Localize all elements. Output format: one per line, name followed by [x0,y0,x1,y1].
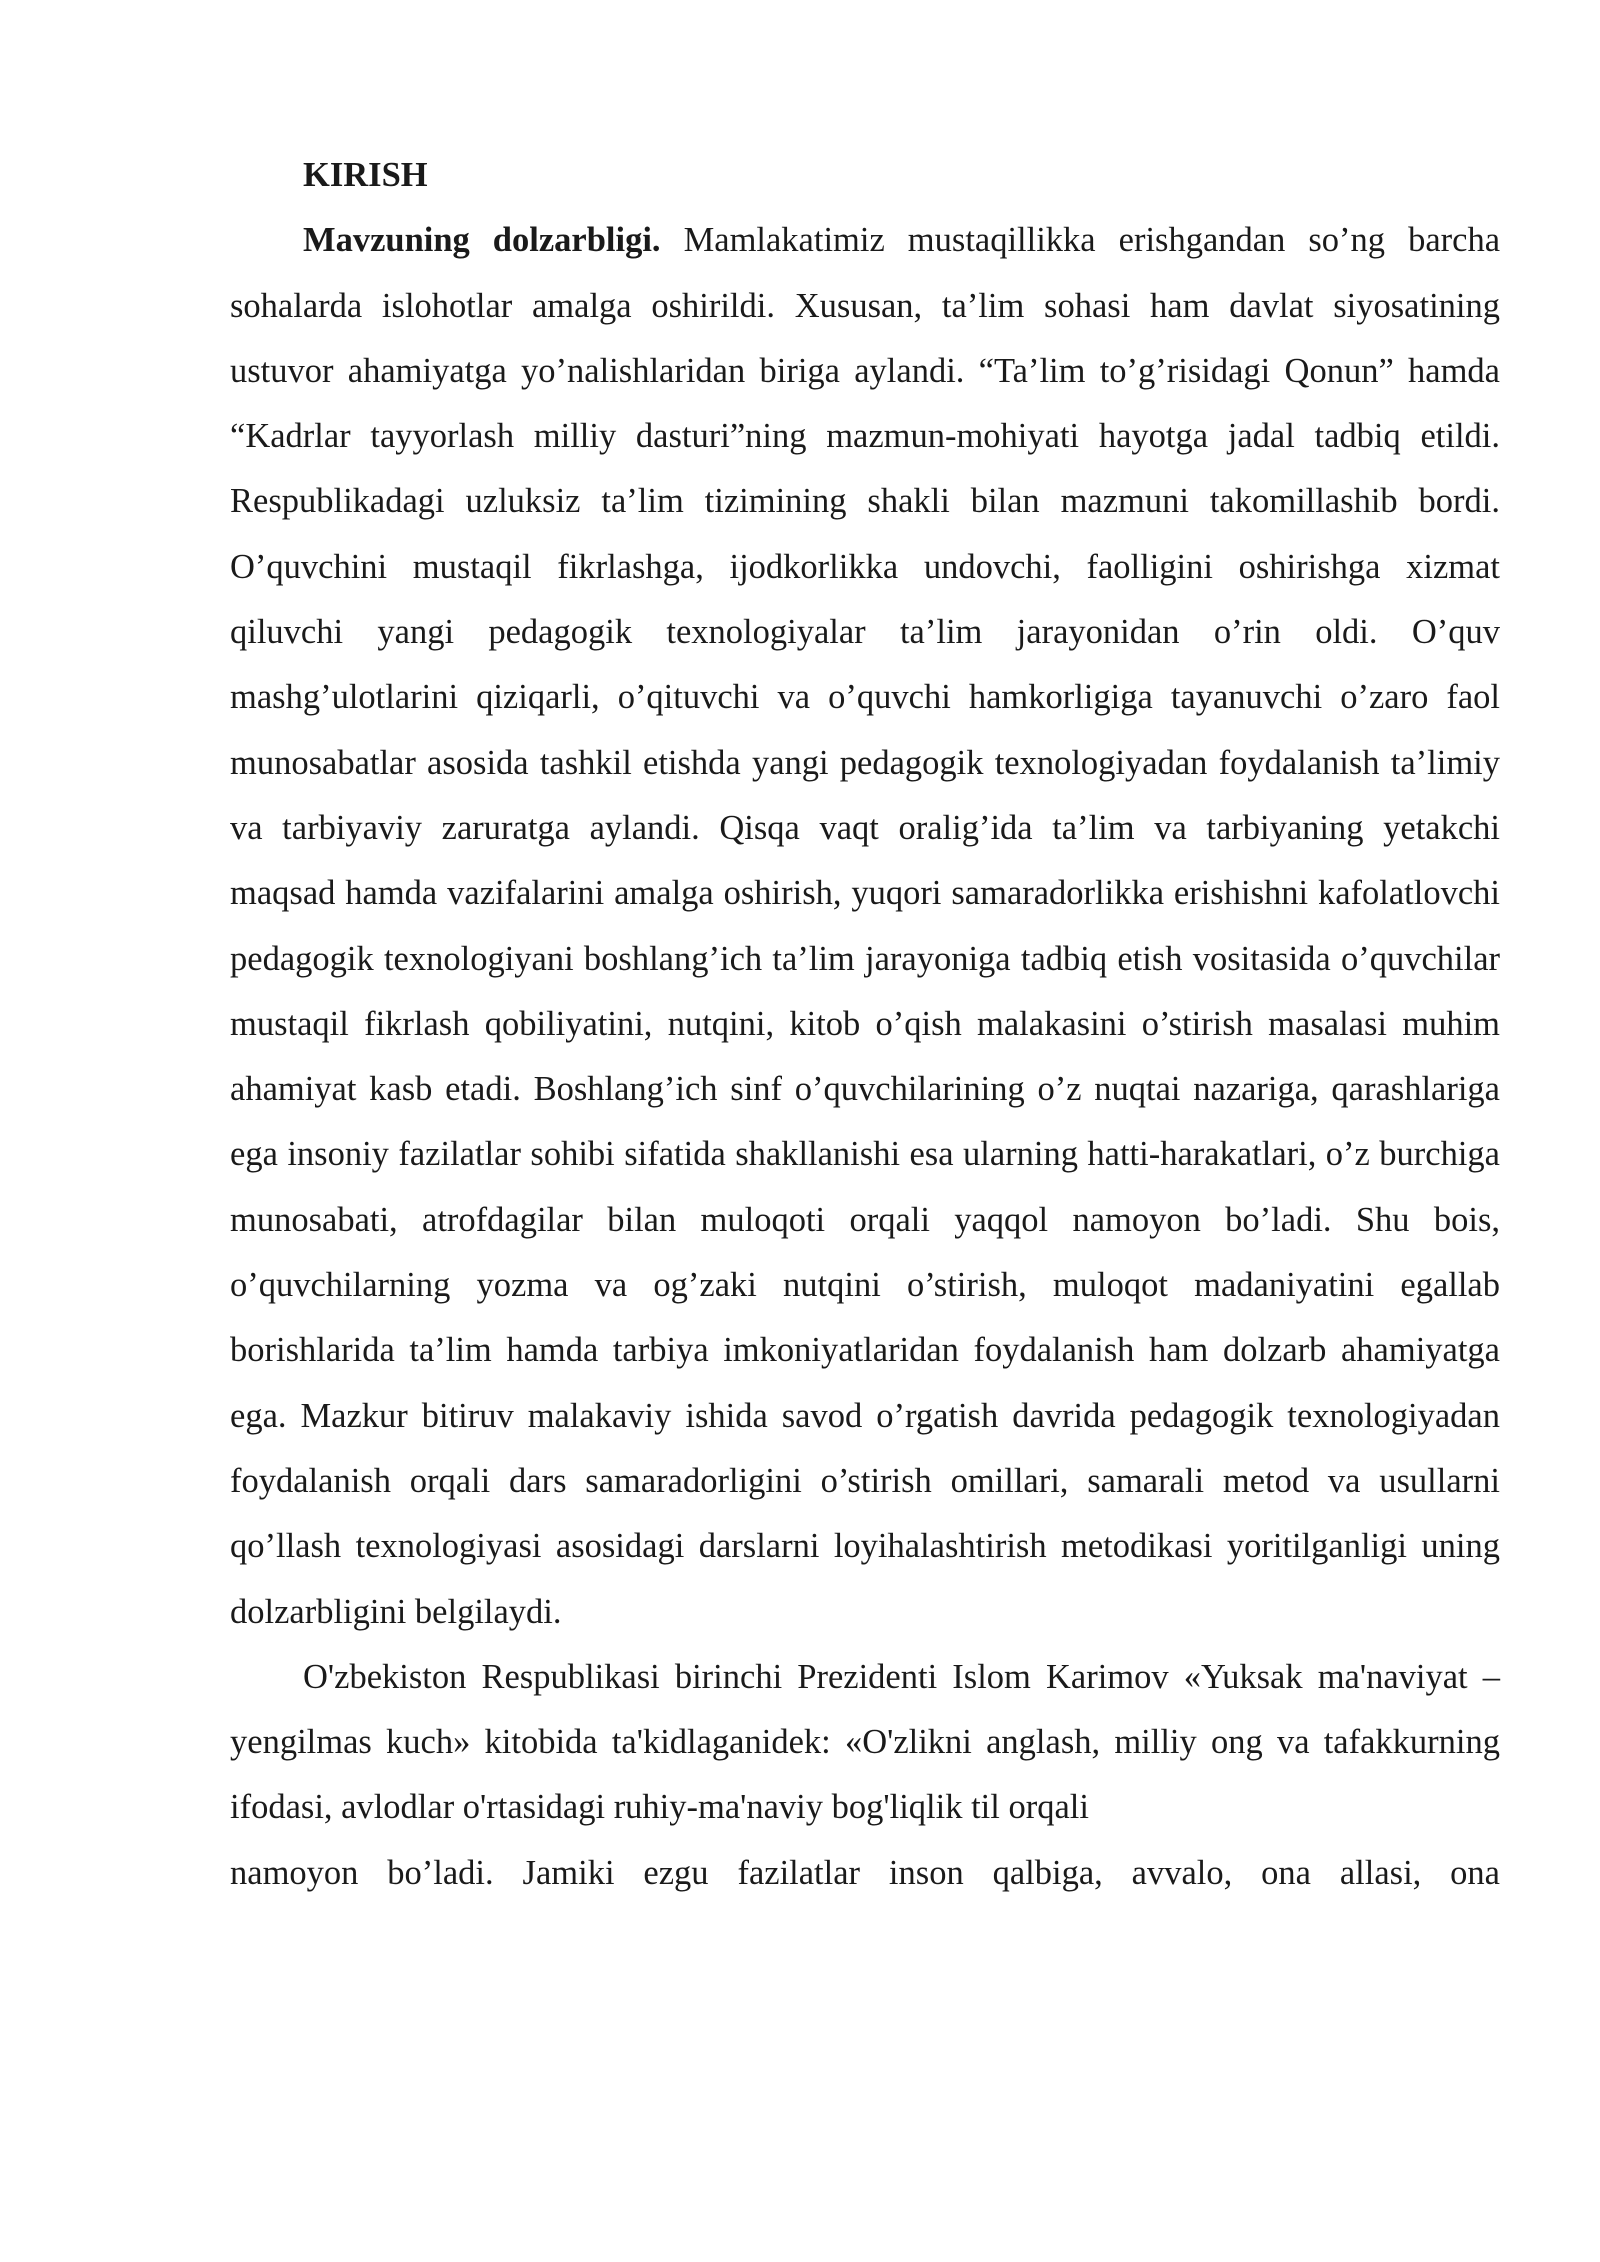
paragraph-text: namoyon bo’ladi. Jamiki ezgu fazilatlar inson qalbiga, avvalo, ona allasi, ona [230,1853,1500,1892]
paragraph-text: O'zbekiston Respublikasi birinchi Prezidenti Islom Karimov «Yuksak ma'naviyat – yengilmas kuch» kitobida ta'kidlaganidek: «O'zlikni anglash, milliy ong va tafakkurning ifodasi, avlodlar o'rtasidagi ruhiy-ma'naviy bog'liqlik til orqali [230,1657,1500,1827]
section-heading: KIRISH [303,156,428,194]
paragraph-text: Mamlakatimiz mustaqillikka erishgandan so’ng barcha sohalarda islohotlar amalga oshirildi. Xususan, ta’lim sohasi ham davlat siyosatining ustuvor ahamiyatga yo’nalishlaridan biriga aylandi. “Ta’lim to’g’risidagi Qonun” hamda “Kadrlar tayyorlash milliy dasturi”ning mazmun-mohiyati hayotga jadal tadbiq etildi. Respublikadagi uzluksiz ta’lim tizimining shakli bilan mazmuni takomillashib bordi. O’quvchini mustaqil fikrlashga, ijodkorlikka undovchi, faolligini oshirishga xizmat qiluvchi yangi pedagogik texnologiyalar ta’lim jarayonidan o’rin oldi. O’quv mashg’ulotlarini qiziqarli, o’qituvchi va o’quvchi hamkorligiga tayanuvchi o’zaro faol munosabatlar asosida tashkil etishda yangi pedagogik texnologiyadan foydalanish ta’limiy va tarbiyaviy zaruratga aylandi. Qisqa vaqt oralig’ida ta’lim va tarbiyaning yetakchi maqsad hamda vazifalarini amalga oshirish, yuqori samaradorlikka erishishni kafolatlovchi pedagogik texnologiyani boshlang’ich ta’lim jarayoniga tadbiq etish vositasida o’quvchilar mustaqil fikrlash qobiliyatini, nutqini, kitob o’qish malakasini o’stirish masalasi muhim ahamiyat kasb etadi. Boshlang’ich sinf o’quvchilarining o’z nuqtai nazariga, qarashlariga ega insoniy fazilatlar sohibi sifatida shakllanishi esa ularning hatti-harakatlari, o’z burchiga munosabati, atrofdagilar bilan muloqoti orqali yaqqol namoyon bo’ladi. Shu bois, o’quvchilarning yozma va og’zaki nutqini o’stirish, muloqot madaniyatini egallab borishlarida ta’lim hamda tarbiya imkoniyatlaridan foydalanish ham dolzarb ahamiyatga ega. Mazkur bitiruv malakaviy ishida savod o’rgatish davrida pedagogik texnologiyadan foydalanish orqali dars samaradorligini o’stirish omillari, samarali metod va usullarni qo’llash texnologiyasi asosidagi darslarni loyihalashtirish metodikasi yoritilganligi uning dolzarbligini belgilaydi. [230,221,1501,1631]
document-body [230,143,1500,1906]
paragraph-relevance [230,208,1500,1645]
paragraph-continuation [230,1841,1500,1906]
paragraph-lead: Mavzuning dolzarbligi. [303,221,661,260]
paragraph-quote [230,1645,1500,1841]
